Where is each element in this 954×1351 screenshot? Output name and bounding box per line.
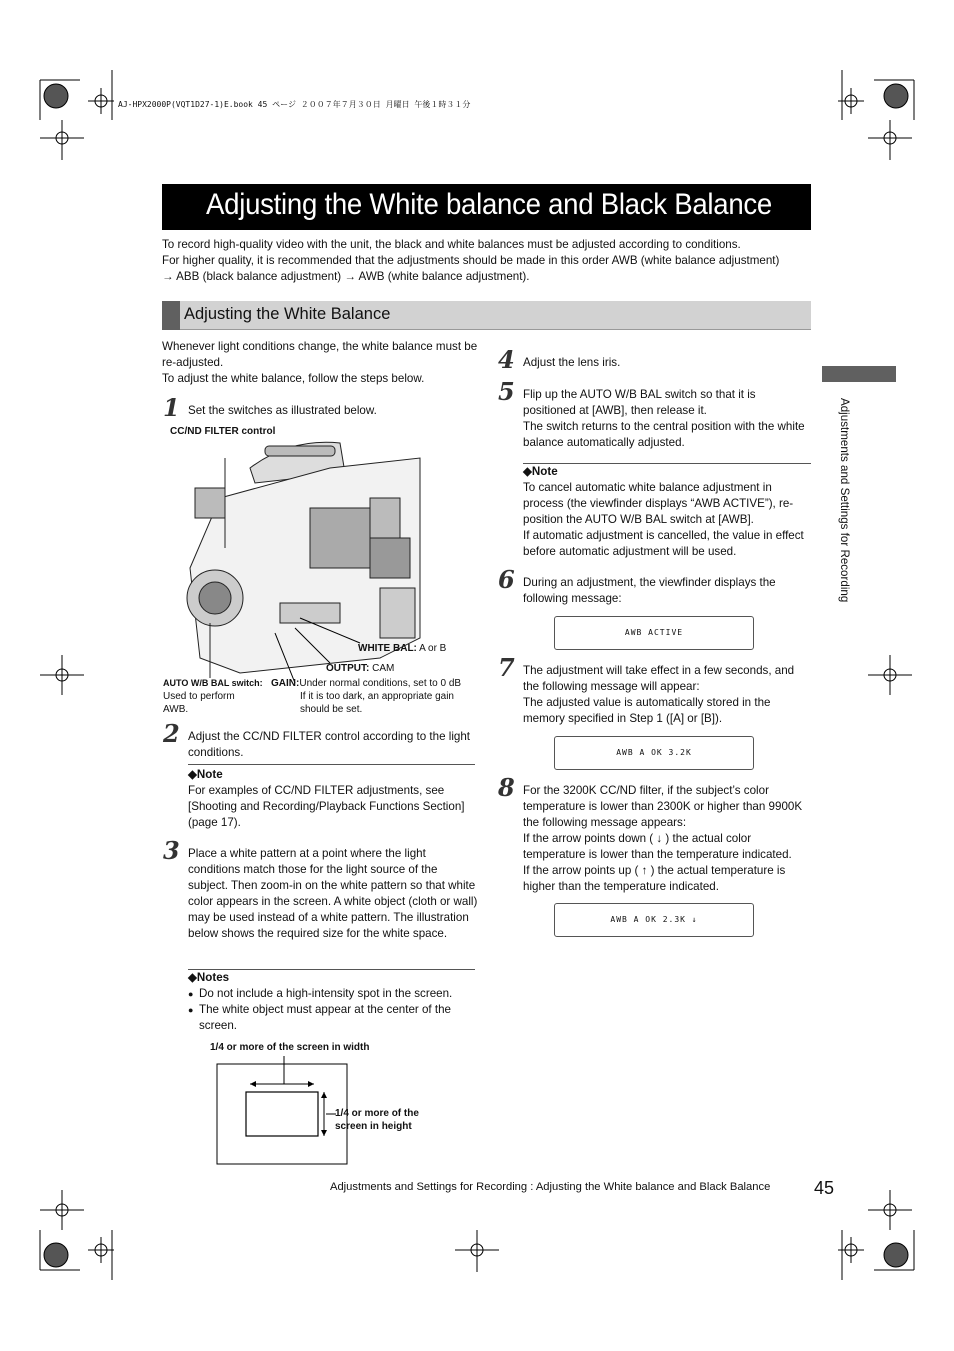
step-8-para-2: If the arrow points down ( ↓ ) the actual color temperature is lower than the temperature indicated. <box>523 832 792 861</box>
note-2-rule <box>188 764 475 765</box>
step-8-para-3: If the arrow points up ( ↑ ) the actual temperature is higher than the temperature indicated. <box>523 864 786 893</box>
awb-switch-label <box>163 677 263 716</box>
step-3-text: Place a white pattern at a point where the light conditions match those for the light source of the subject. Then zoom-in on the white pattern so that white color appears in the screen. A white object (cloth or wall) may be used instead of a white pattern. The illustration below shows the required size for the white space. <box>188 847 478 940</box>
viewfinder-message-low: AWB A OK 2.3K ↓ <box>554 903 754 937</box>
step-6-number: 6 <box>498 565 515 594</box>
lead-text <box>162 339 478 387</box>
page-footer: Adjustments and Settings for Recording : Adjusting the White balance and Black Balance <box>330 1181 771 1193</box>
step-2-text: Adjust the CC/ND FILTER control according to the light conditions. <box>188 730 471 759</box>
white-bal-value: A or B <box>416 643 447 654</box>
step-5-number: 5 <box>498 377 515 406</box>
print-header-line: AJ-HPX2000P(VQT1D27-1)E.book 45 ページ ２００７年７月３０日 月曜日 午後１時３１分 <box>118 100 471 109</box>
lead-line-1: Whenever light conditions change, the white balance must be re-adjusted. <box>162 340 478 369</box>
step-3-number: 3 <box>163 836 180 865</box>
page-number: 45 <box>814 1178 835 1198</box>
chapter-side-label: Adjustments and Settings for Recording <box>838 398 851 603</box>
gain-key: GAIN: <box>271 678 300 689</box>
awb-switch-key: AUTO W/B BAL switch: <box>163 678 263 688</box>
awb-switch-desc-1: Used to perform <box>163 691 235 702</box>
section-title: Adjusting the White Balance <box>184 305 391 323</box>
white-bal-label <box>358 642 446 655</box>
gain-desc-3: should be set. <box>300 704 363 715</box>
step-2-number: 2 <box>163 719 180 748</box>
gain-label <box>271 677 461 716</box>
diagram-height-line-1: 1/4 or more of the <box>335 1108 419 1119</box>
note-2-heading: ◆Note <box>188 768 223 781</box>
note-5-heading: ◆Note <box>523 465 558 478</box>
diagram-height-label <box>335 1107 419 1133</box>
step-1-text: Set the switches as illustrated below. <box>188 404 377 417</box>
section-header <box>162 301 811 330</box>
white-bal-key: WHITE BAL: <box>358 643 417 654</box>
notes-3-heading: ◆Notes <box>188 971 230 984</box>
gain-desc-1: Under normal conditions, set to 0 dB <box>299 678 462 689</box>
notes-3-item: ● Do not include a high-intensity spot in the screen. <box>188 986 478 1002</box>
note-5 <box>523 464 811 560</box>
ccnd-filter-label: CC/ND FILTER control <box>170 426 276 437</box>
step-5-para-2: The switch returns to the central position with the white balance automatically adjusted. <box>523 420 805 449</box>
step-8-para-1: For the 3200K CC/ND filter, if the subject’s color temperature is lower than 2300K or higher than 9900K the following message appears: <box>523 784 803 829</box>
step-4-text: Adjust the lens iris. <box>523 356 621 369</box>
output-key: OUTPUT: <box>326 663 370 674</box>
intro-line-2: For higher quality, it is recommended that the adjustments should be made in this order AWB (white balance adjustment) <box>162 254 780 267</box>
step-5-para-1: Flip up the AUTO W/B BAL switch so that it is positioned at [AWB], then release it. <box>523 388 756 417</box>
lead-line-2: To adjust the white balance, follow the steps below. <box>162 372 425 385</box>
step-8-number: 8 <box>498 773 515 802</box>
intro-line-1: To record high-quality video with the unit, the black and white balances must be adjusted according to conditions. <box>162 238 741 251</box>
diagram-height-line-2: screen in height <box>335 1121 412 1132</box>
step-6-text: During an adjustment, the viewfinder displays the following message: <box>523 576 776 605</box>
step-7-number: 7 <box>498 653 515 682</box>
intro-text <box>162 237 812 285</box>
awb-switch-desc-2: AWB. <box>163 704 189 715</box>
note-2 <box>188 767 478 831</box>
gain-desc-2: If it is too dark, an appropriate gain <box>300 691 454 702</box>
section-accent <box>162 301 180 330</box>
note-5-para-1: To cancel automatic white balance adjustment in process (the viewfinder displays “AWB ACTIVE”), re-position the AUTO W/B BAL switch at [AWB]. <box>523 481 794 526</box>
step-1-number: 1 <box>163 393 180 422</box>
viewfinder-message-ok: AWB A OK 3.2K <box>554 736 754 770</box>
output-label <box>326 662 394 675</box>
notes-3-list <box>188 986 478 1034</box>
step-7-para-1: The adjustment will take effect in a few seconds, and the following message will appear: <box>523 664 795 693</box>
viewfinder-message-active: AWB ACTIVE <box>554 616 754 650</box>
step-4-number: 4 <box>498 345 515 374</box>
output-value: CAM <box>369 663 395 674</box>
note-5-para-2: If automatic adjustment is cancelled, the value in effect before automatic adjustment will be used. <box>523 529 804 558</box>
step-7-text <box>523 663 811 727</box>
page-title: Adjusting the White balance and Black Balance <box>206 188 773 221</box>
page-title-bar <box>162 184 811 230</box>
notes-3 <box>188 970 478 1034</box>
notes-3-item: ● The white object must appear at the center of the screen. <box>188 1002 478 1034</box>
step-8-text <box>523 783 808 895</box>
step-5-text <box>523 387 808 451</box>
intro-line-3: → ABB (black balance adjustment) → AWB (white balance adjustment). <box>162 270 530 283</box>
note-2-text: For examples of CC/ND FILTER adjustments, see [Shooting and Recording/Playback Functions Section] (page 17). <box>188 784 465 829</box>
chapter-tab <box>822 366 896 382</box>
diagram-width-label: 1/4 or more of the screen in width <box>210 1042 370 1053</box>
step-7-para-2: The adjusted value is automatically stored in the memory specified in Step 1 ([A] or [B]). <box>523 696 771 725</box>
